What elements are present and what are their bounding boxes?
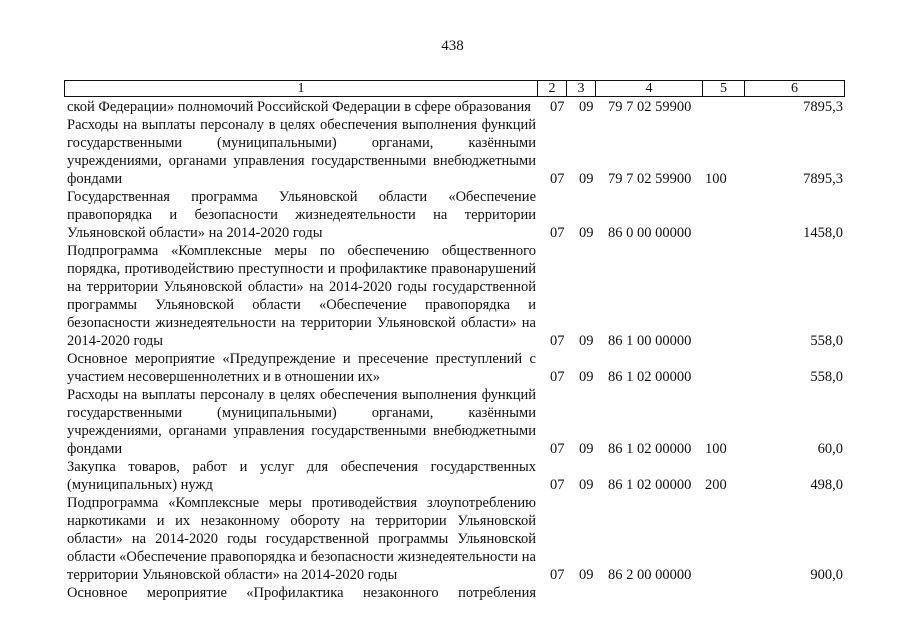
table-row (0, 242, 905, 350)
row-description: Подпрограмма «Комплексные меры противодействия злоупотреблению наркотиками и их незаконному обороту на территории Ульяновской области» на 2014-2020 годы государственной программы Ульяновской области «Обеспечение правопорядка и безопасности жизнедеятельности на территории Ульяновской области» на 2014-2020 годы (67, 495, 536, 583)
row-section: 07 (550, 477, 565, 493)
row-description: ской Федерации» полномочий Российской Федерации в сфере образования (67, 99, 531, 115)
table-row (0, 98, 905, 116)
table-body (0, 98, 905, 602)
row-subsection: 09 (579, 369, 594, 385)
row-amount: 1458,0 (803, 225, 843, 241)
row-description: Государственная программа Ульяновской области «Обеспечение правопорядка и безопасности жизнедеятельности на территории Ульяновской области» на 2014-2020 годы (67, 189, 536, 241)
header-col-1: 1 (65, 81, 538, 96)
table-row (0, 350, 905, 386)
row-amount: 7895,3 (803, 99, 843, 115)
row-description: Расходы на выплаты персоналу в целях обеспечения выполнения функций государственными (муниципальными) органами, казёнными учреждениями, органами управления государственными внебюджетными фондами (67, 117, 536, 187)
table-row (0, 188, 905, 242)
row-description: Подпрограмма «Комплексные меры по обеспечению общественного порядка, противодействию преступности и профилактике правонарушений на территории Ульяновской области» на 2014-2020 годы государственной программы Ульяновской области «Обеспечение правопорядка и безопасности жизнедеятельности на территории Ульяновской области» на 2014-2020 годы (67, 243, 536, 349)
row-target-code: 86 0 00 00000 (608, 225, 692, 241)
row-amount: 60,0 (817, 441, 843, 457)
row-section: 07 (550, 333, 565, 349)
row-subsection: 09 (579, 333, 594, 349)
table-header (64, 80, 845, 97)
row-subsection: 09 (579, 441, 594, 457)
row-amount: 558,0 (810, 369, 843, 385)
row-subsection: 09 (579, 477, 594, 493)
row-subsection: 09 (579, 567, 594, 583)
row-target-code: 79 7 02 59900 (608, 99, 692, 115)
table-row (0, 458, 905, 494)
row-target-code: 86 1 02 00000 (608, 369, 692, 385)
row-expense-type: 100 (705, 171, 727, 187)
row-section: 07 (550, 567, 565, 583)
row-expense-type: 200 (705, 477, 727, 493)
table-row (0, 494, 905, 584)
row-target-code: 79 7 02 59900 (608, 171, 692, 187)
page-number: 438 (441, 38, 464, 54)
header-col-3: 3 (567, 81, 596, 96)
header-col-4: 4 (596, 81, 703, 96)
row-description: Основное мероприятие «Предупреждение и пресечение преступлений с участием несовершеннолетних и в отношении их» (67, 351, 536, 385)
table-row (0, 116, 905, 188)
row-amount: 7895,3 (803, 171, 843, 187)
row-description: Закупка товаров, работ и услуг для обеспечения государственных (муниципальных) нужд (67, 459, 536, 493)
header-col-5: 5 (703, 81, 745, 96)
row-subsection: 09 (579, 99, 594, 115)
row-section: 07 (550, 171, 565, 187)
row-subsection: 09 (579, 225, 594, 241)
row-expense-type: 100 (705, 441, 727, 457)
row-target-code: 86 2 00 00000 (608, 567, 692, 583)
table-row (0, 386, 905, 458)
row-amount: 900,0 (810, 567, 843, 583)
row-section: 07 (550, 99, 565, 115)
row-target-code: 86 1 00 00000 (608, 333, 692, 349)
row-subsection: 09 (579, 171, 594, 187)
row-description: Расходы на выплаты персоналу в целях обеспечения выполнения функций государственными (муниципальными) органами, казёнными учреждениями, органами управления государственными внебюджетными фондами (67, 387, 536, 457)
row-section: 07 (550, 441, 565, 457)
header-col-6: 6 (791, 81, 798, 96)
table-row (0, 584, 905, 602)
row-description: Основное мероприятие «Профилактика незаконного потребления (67, 585, 536, 601)
row-amount: 558,0 (810, 333, 843, 349)
row-target-code: 86 1 02 00000 (608, 477, 692, 493)
row-amount: 498,0 (810, 477, 843, 493)
header-col-2: 2 (538, 81, 567, 96)
row-section: 07 (550, 369, 565, 385)
row-section: 07 (550, 225, 565, 241)
row-target-code: 86 1 02 00000 (608, 441, 692, 457)
